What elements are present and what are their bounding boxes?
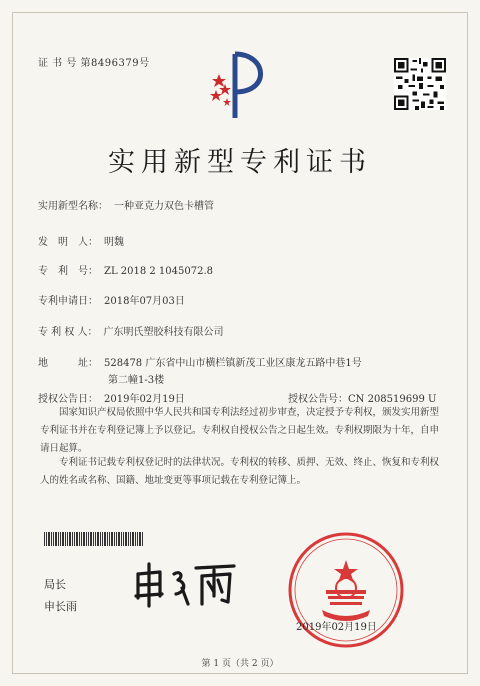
- field-value: 一种亚克力双色卡槽管: [114, 201, 214, 212]
- field-label: 发 明 人：: [38, 237, 98, 248]
- field-value: 528478 广东省中山市横栏镇新茂工业区康龙五路中巷1号: [104, 358, 362, 369]
- page-title: 实用新型专利证书: [108, 147, 372, 178]
- field-label: 授权公告日：: [38, 394, 98, 405]
- field-publication-number: [288, 390, 436, 405]
- field-value: ZL 2018 2 1045072.8: [104, 266, 214, 277]
- qr-code-icon: [394, 58, 446, 110]
- page-footer: 第 1 页（共 2 页）: [201, 659, 279, 669]
- field-filing-date: [38, 292, 185, 307]
- field-patent-number: [38, 262, 213, 277]
- field-utility-model-name: [38, 197, 214, 212]
- field-value: 明魏: [104, 237, 124, 248]
- field-label: 地 址：: [38, 358, 98, 369]
- field-value: 广东明氏塑胶科技有限公司: [103, 327, 224, 338]
- field-inventor: [38, 233, 124, 248]
- field-patentee: [38, 323, 224, 338]
- director-signature: [130, 560, 240, 610]
- paragraph-grant-statement: 国家知识产权局依照中华人民共和国专利法经过初步审查，决定授予专利权，颁发实用新型专利证书并在专利登记簿上予以登记。专利权自授权公告之日起生效。专利权期限为十年，自申请日起算。: [40, 407, 440, 454]
- field-label: 专 利 权 人：: [38, 327, 98, 338]
- field-label: 授权公告号：: [288, 394, 348, 405]
- seal-date: 2019年02月19日: [296, 622, 377, 633]
- barcode-strip: [44, 532, 144, 546]
- field-grant-date: [38, 390, 437, 405]
- field-address-line2: 第二幢1-3楼: [108, 375, 165, 386]
- paragraph-legal-status: 专利证书记载专利权登记时的法律状况。专利权的转移、质押、无效、终止、恢复和专利权人的姓名或名称、国籍、地址变更等事项记载在专利登记簿上。: [40, 457, 440, 486]
- cnipa-logo-icon: [205, 48, 273, 120]
- director-title: 局长: [44, 578, 66, 591]
- field-value: 2019年02月19日: [104, 394, 185, 405]
- field-label: 专利申请日：: [38, 296, 98, 307]
- director-name: 申长雨: [44, 600, 77, 613]
- field-value: CN 208519699 U: [348, 394, 437, 405]
- certificate-number: 证 书 号 第8496379号: [38, 58, 150, 69]
- field-label: 实用新型名称：: [38, 201, 108, 212]
- field-address: [38, 354, 362, 369]
- field-label: 专 利 号：: [38, 266, 98, 277]
- field-value: 2018年07月03日: [104, 296, 185, 307]
